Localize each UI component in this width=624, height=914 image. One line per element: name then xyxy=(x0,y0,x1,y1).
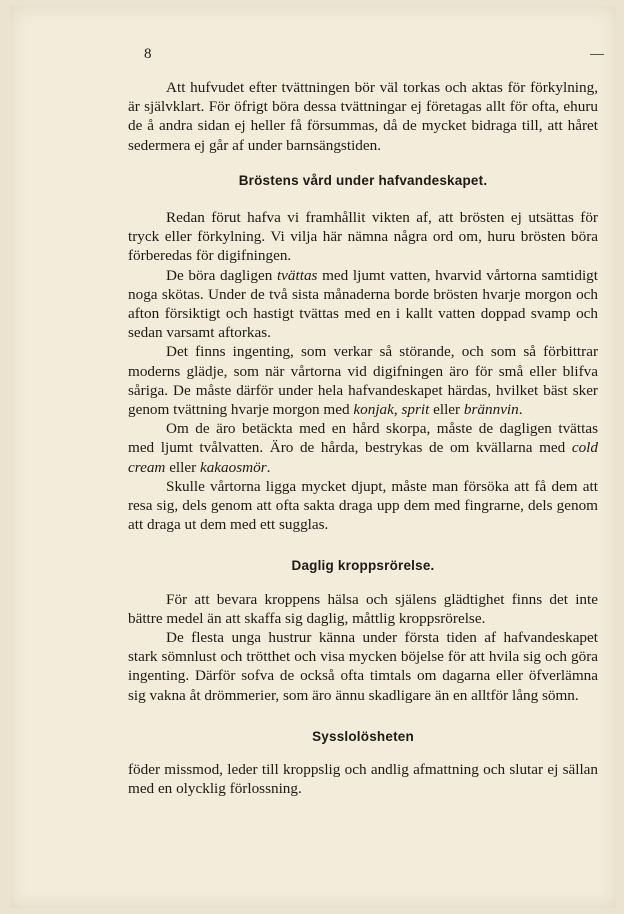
emphasis-cold-cream: cold cream xyxy=(128,439,598,476)
paragraph-hair-drying: Att hufvudet efter tvättningen bör väl torkas och aktas för förkylning, är självklart. För öfrigt böra dessa tvättningar ej företagas allt för ofta, ehuru de å andra sidan ej heller få försummas, då de mycket bidraga till, att håret sedermera ej går af under barnsängstiden. xyxy=(128,79,598,154)
page-number: 8 xyxy=(144,46,152,62)
emphasis-tvattas: tvättas xyxy=(276,266,318,284)
body-text xyxy=(128,78,598,799)
emphasis-sprit: sprit xyxy=(401,401,430,419)
paragraph-idleness: föder missmod, leder till kroppslig och andlig afmattning och slutar ej sällan med en olycklig förlossning. xyxy=(128,761,598,798)
document-page xyxy=(10,6,616,908)
paragraph-washing: De böra dagligen tvättas med ljumt vatten, hvarvid vårtorna samtidigt noga skötas. Under de två sista månaderna borde brösten hvarje morgon och afton försiktigt och hastigt tvättas med en i kallt vatten doppad svamp och sedan varsamt aftorkas. xyxy=(128,266,598,342)
paragraph-inverted: Skulle vårtorna ligga mycket djupt, måste man försöka att få dem att resa sig, dels genom att ofta sakta draga upp dem med fingrarne, dels genom att draga ut dem med ett sugglas. xyxy=(128,477,598,534)
emphasis-konjak: konjak xyxy=(353,401,394,419)
paragraph-crust: Om de äro betäckta med en hård skorpa, måste de dagligen tvättas med ljumt tvålvatten. Äro de hårda, bestrykas de om kvällarna med cold cream eller kakaosmör. xyxy=(128,420,598,476)
heading-idleness: Sysslolösheten xyxy=(312,728,414,744)
corner-dash xyxy=(590,54,604,55)
paragraph-exercise: För att bevara kroppens hälsa och själens glädtighet finns det inte bättre medel än att skaffa sig daglig, måttlig kroppsrörelse. xyxy=(128,590,598,627)
emphasis-kakaosmor: kakaosmör xyxy=(199,458,267,476)
paragraph-breast-intro: Redan förut hafva vi framhållit vikten af, att brösten ej utsättas för tryck eller förkylning. Vi vilja här nämna några ord om, huru brösten böra förberedas för digifningen. xyxy=(128,209,598,265)
emphasis-brannvin: brännvin xyxy=(463,401,519,419)
heading-breast-care: Bröstens vård under hafvandeskapet. xyxy=(238,172,488,188)
heading-daily-exercise: Daglig kroppsrörelse. xyxy=(291,558,435,574)
paragraph-hardening: Det finns ingenting, som verkar så störande, och som så förbittrar moderns glädje, som när vårtorna vid digifningen äro för små eller blifva såriga. De måste därför under hela hafvandeskapet härdas, hvilket bäst sker genom tvättning hvarje morgon med konjak, sprit eller brännvin. xyxy=(128,343,598,419)
paragraph-sleepiness: De flesta unga hustrur känna under första tiden af hafvandeskapet stark sömnlust och trötthet och visa mycken böjelse för att hvila sig och göra ingenting. Därför sofva de också ofta timtals om dagarna eller öfverlämna sig vakna åt drömmerier, som äro ännu skadligare än en alltför lång sömn. xyxy=(128,629,598,704)
